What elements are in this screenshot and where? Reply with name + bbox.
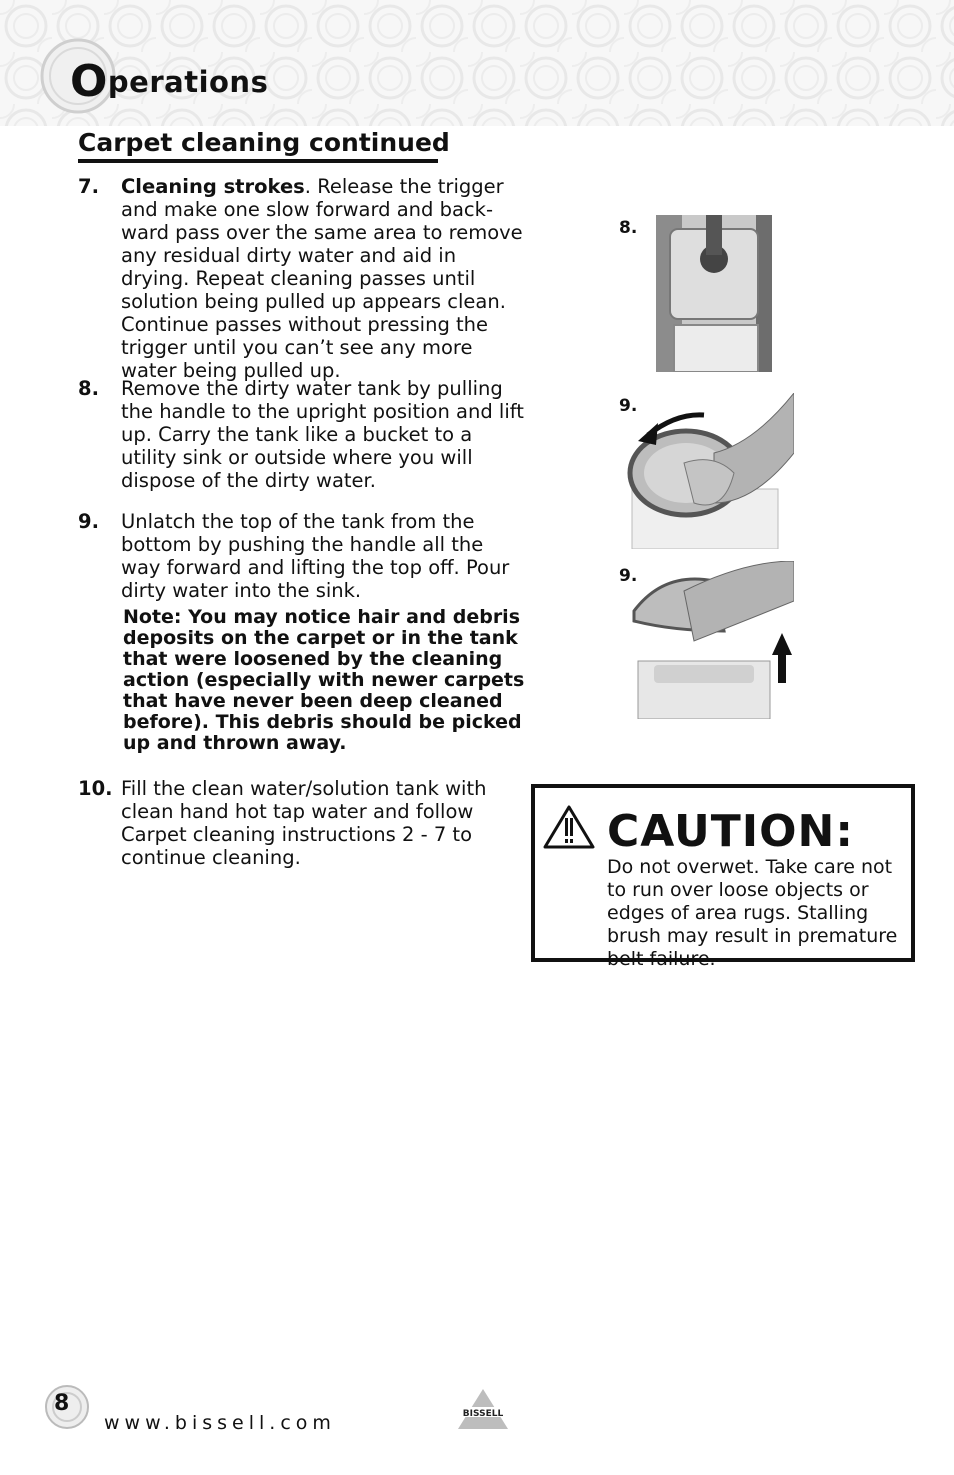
caution-text: Do not overwet. Take care not to run over loose objects or edges of area rugs. Stalling brush may result in premature belt failure. <box>607 856 898 970</box>
step-number: 10. <box>78 777 113 800</box>
page-number: 8 <box>54 1391 70 1416</box>
step-text: Fill the clean water/solution tank with clean hand hot tap water and follow Carpet cleaning instructions 2 - 7 to continue cleaning. <box>121 777 487 869</box>
step-7 <box>78 175 528 382</box>
warning-triangle-icon <box>543 804 595 850</box>
website-url[interactable]: www.bissell.com <box>104 1412 336 1434</box>
caution-box <box>531 784 915 970</box>
tank-removal-photo <box>656 215 772 372</box>
step-lead: Cleaning strokes <box>121 175 305 198</box>
figure-label: 9. <box>619 566 638 586</box>
header-band <box>0 0 954 126</box>
page-title <box>70 52 269 107</box>
page-title-initial: O <box>70 56 108 107</box>
step-8 <box>78 377 528 492</box>
page-title-rest: perations <box>107 65 269 99</box>
step-text: Unlatch the top of the tank from the bottom by pushing the handle all the way forward and lifting the top off. Pour dirty water into the sink. <box>121 510 510 602</box>
step-9 <box>78 510 528 602</box>
note-text: Note: You may notice hair and debris deposits on the carpet or in the tank that were loosened by the cleaning action (especially with newer carpets that have never been deep cleaned before). This debris should be picked up and thrown away. <box>123 606 525 754</box>
page-number-badge <box>44 1384 90 1430</box>
unlatch-tank-top-photo <box>624 393 794 549</box>
step-number: 7. <box>78 175 99 198</box>
step-text: Remove the dirty water tank by pulling the handle to the upright position and lift up. Carry the tank like a bucket to a utility sink or outside where you will dispose of the dirty water. <box>121 377 524 492</box>
step-number: 9. <box>78 510 99 533</box>
lift-tank-top-photo <box>624 561 794 719</box>
figure-label: 9. <box>619 396 638 416</box>
step-number: 8. <box>78 377 99 400</box>
step-10 <box>78 777 528 869</box>
caution-title: CAUTION: <box>607 806 854 857</box>
step-text: . Release the trigger and make one slow forward and back-ward pass over the same area to remove any residual dirty water and aid in drying. Repeat cleaning passes until solution being pulled up appears clean. Continue passes without pressing the trigger until you can’t see any more water being pulled up. <box>121 175 523 382</box>
section-heading: Carpet cleaning continued <box>78 128 438 163</box>
figure-label: 8. <box>619 218 638 238</box>
bissell-logo-icon <box>452 1389 514 1431</box>
svg-text:BISSELL: BISSELL <box>462 1409 504 1419</box>
